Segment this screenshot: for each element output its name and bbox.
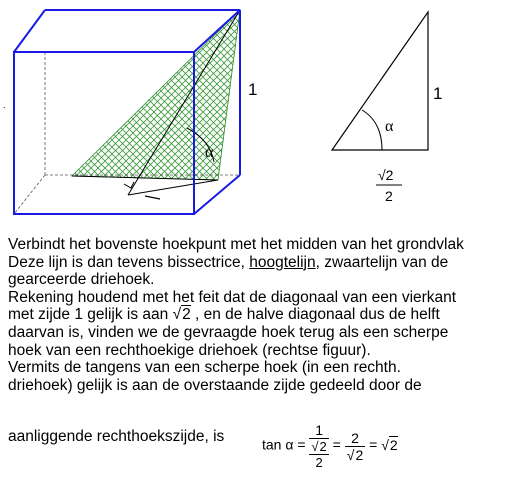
- text-line: hoek van een rechthoekige driehoek (rechtse figuur).: [8, 341, 371, 359]
- tangent-equation: tan α = $\frac{1}{\frac{√2}{2}}$ = $\frac{2}{√2}$ = √2: [262, 422, 398, 470]
- text-line: gearceerde driehoek.: [8, 271, 155, 289]
- cube-angle-label: α: [205, 144, 214, 161]
- geometry-figures: [0, 0, 528, 236]
- diagonal-segment: [128, 180, 218, 195]
- text-line: Verbindt het bovenste hoekpunt met het midden van het grondvlak: [8, 236, 464, 253]
- right-triangle: [332, 12, 428, 150]
- text-line: driehoek) gelijk is aan de overstaande zijde gedeeld door de: [8, 376, 422, 394]
- hatched-triangle: [72, 10, 240, 180]
- result-sqrt: √2: [381, 436, 398, 453]
- triangle-base-num: √2: [378, 167, 394, 183]
- cube-edge-label: 1: [248, 80, 258, 99]
- text-line: Vermits de tangens van een scherpe hoek (in een rechth.: [8, 359, 401, 377]
- text-line: met zijde 1 gelijk is aan √2 , en de halve diagonaal dus de helft: [8, 306, 440, 324]
- triangle-angle-arc: [362, 110, 382, 150]
- triangle-angle-label: α: [385, 118, 394, 135]
- fraction-two-over-sqrt: $\frac{2}{√2}$: [346, 429, 364, 463]
- explanation-text: [8, 236, 524, 394]
- small-dot: .: [3, 100, 6, 110]
- text-line: Rekening houdend met het feit dat de diagonaal van een vierkant: [8, 288, 457, 306]
- tan-label: tan α =: [262, 436, 306, 453]
- tick-mark: [145, 196, 160, 199]
- sqrt-expression: √2: [172, 306, 191, 324]
- triangle-base-den: 2: [385, 188, 393, 204]
- underlined-term: hoogtelijn: [249, 253, 316, 271]
- text-line: daarvan is, vinden we de gevraagde hoek terug als een scherpe: [8, 323, 449, 341]
- text-line: aanliggende rechthoekszijde, is: [8, 428, 225, 445]
- triangle-side-label: 1: [433, 84, 443, 103]
- text-line: Deze lijn is dan tevens bissectrice, hoogtelijn, zwaartelijn van de: [8, 253, 449, 271]
- fraction-one-over-half-diagonal: $\frac{1}{\frac{√2}{2}}$: [311, 422, 327, 470]
